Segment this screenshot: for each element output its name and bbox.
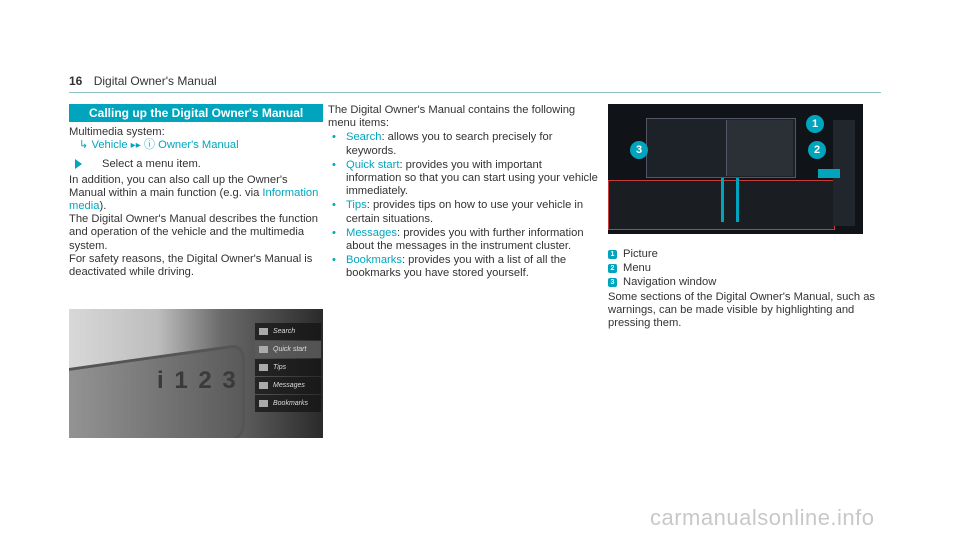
screen-logo: i 1 2 3: [157, 367, 238, 394]
screen-menu-quick-start[interactable]: Quick start: [255, 341, 321, 358]
info-icon: ⓘ: [143, 139, 156, 152]
search-icon: [259, 328, 268, 335]
search-link[interactable]: Search: [346, 131, 382, 144]
page-number: 16: [69, 74, 83, 88]
bullet-icon: •: [332, 226, 336, 239]
information-media-link[interactable]: Information media: [69, 186, 319, 213]
header-rule: [69, 92, 881, 93]
list-item: • Bookmarks: provides you with a list of all the bookmarks you have stored yourself.: [328, 254, 598, 280]
manual-layout-image: [608, 104, 863, 234]
messages-link[interactable]: Messages: [346, 226, 397, 239]
legend-number: 3: [608, 278, 617, 287]
legend-number: 2: [608, 264, 617, 273]
legend-item: 3 Navigation window: [608, 276, 888, 289]
manual-screen-image: [69, 309, 323, 438]
callout-2: 2: [808, 141, 826, 159]
bookmarks-link[interactable]: Bookmarks: [346, 254, 402, 267]
play-triangle-icon: [75, 159, 92, 169]
screen-menu-messages[interactable]: Messages: [255, 377, 321, 394]
bullet-icon: •: [332, 158, 336, 171]
screen-menu-tips[interactable]: Tips: [255, 359, 321, 376]
menu-items-intro: The Digital Owner's Manual contains the following menu items:: [328, 104, 576, 130]
list-item: • Quick start: provides you with important information so that you can start using your vehicle immediately.: [328, 159, 598, 199]
double-chevron-icon: ▸▸: [130, 140, 141, 152]
list-item: • Tips: provides tips on how to use your vehicle in certain situations.: [328, 199, 598, 225]
legend-item: 2 Menu: [608, 262, 888, 275]
callout-arrow-icon: [818, 169, 840, 178]
exploded-diagram: [726, 120, 793, 176]
path-vehicle[interactable]: Vehicle: [91, 139, 128, 152]
running-title: Digital Owner's Manual: [93, 74, 217, 88]
bookmark-icon: [259, 400, 268, 407]
screen-menu: [255, 323, 321, 413]
paragraph-3: For safety reasons, the Digital Owner's Manual is deactivated while driving.: [69, 252, 313, 279]
car-icon: [259, 346, 268, 353]
bullet-icon: •: [332, 199, 336, 212]
paragraph-1: In addition, you can also call up the Owner's Manual within a main function (e.g. via Information media).: [69, 173, 319, 213]
path-intro: Multimedia system:: [69, 126, 165, 138]
bullet-icon: •: [332, 254, 336, 267]
scroll-arrow-icon: [721, 178, 739, 222]
callout-3: 3: [630, 141, 648, 159]
step-text: Select a menu item.: [102, 158, 201, 171]
legend-item: 1 Picture: [608, 248, 888, 261]
messages-icon: [259, 382, 268, 389]
return-arrow-icon: ↳: [79, 139, 89, 152]
paragraph-2: The Digital Owner's Manual describes the function and operation of the vehicle and the multimedia system.: [69, 213, 319, 252]
list-item: • Messages: provides you with further information about the messages in the instrument cluster.: [328, 227, 598, 253]
bullet-icon: •: [332, 131, 336, 144]
quick-start-link[interactable]: Quick start: [346, 158, 400, 171]
screen-menu-search[interactable]: Search: [255, 323, 321, 340]
section-title: Calling up the Digital Owner's Manual: [69, 104, 323, 122]
watermark: carmanualsonline.info: [650, 505, 875, 530]
page-header: [69, 74, 217, 88]
tips-icon: [259, 364, 268, 371]
tips-link[interactable]: Tips: [346, 199, 367, 212]
callout-1: 1: [806, 115, 824, 133]
path-owners-manual[interactable]: Owner's Manual: [158, 139, 239, 152]
menu-path: [69, 139, 323, 152]
column-3: [608, 248, 888, 330]
column-2: [328, 104, 598, 281]
legend-number: 1: [608, 250, 617, 259]
sections-paragraph: Some sections of the Digital Owner's Manual, such as warnings, can be made visible by highlighting and pressing them.: [608, 290, 876, 330]
column-1: [69, 104, 323, 279]
screen-menu-bookmarks[interactable]: Bookmarks: [255, 395, 321, 412]
instruction-step: [69, 158, 323, 171]
list-item: • Search: allows you to search precisely for keywords.: [328, 131, 598, 157]
